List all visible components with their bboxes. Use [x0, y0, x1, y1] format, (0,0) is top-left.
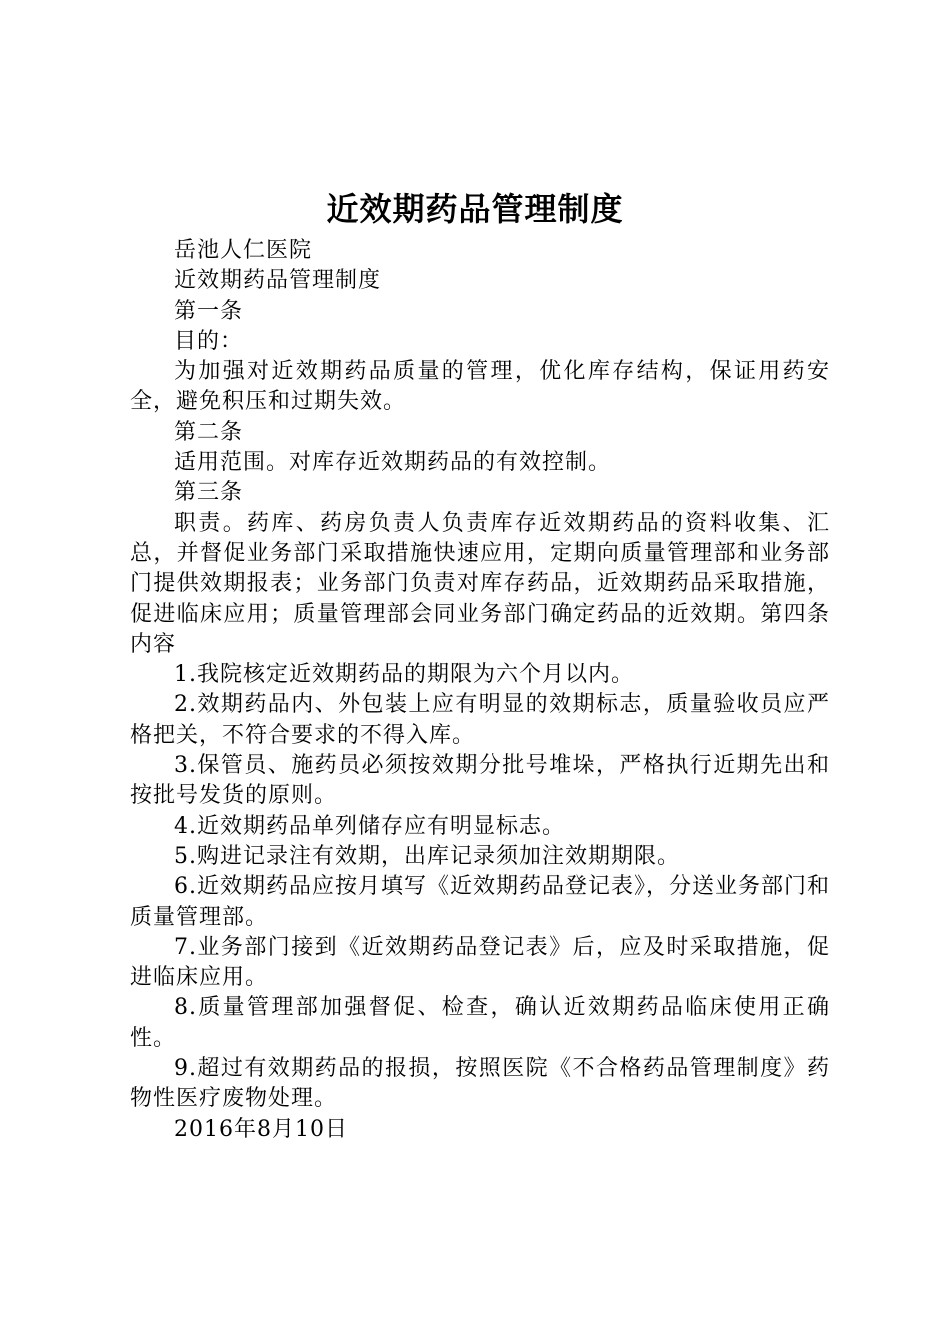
scope-text: 适用范围。对库存近效期药品的有效控制。	[174, 450, 612, 476]
list-item: 9.超过有效期药品的报损，按照医院《不合格药品管理制度》药物性医疗废物处理。	[130, 1056, 830, 1112]
list-item: 7.业务部门接到《近效期药品登记表》后，应及时采取措施，促进临床应用。	[130, 934, 830, 991]
document-body	[130, 236, 830, 1145]
list-item: 5.购进记录注有效期，出库记录须加注效期期限。	[174, 843, 680, 869]
purpose-text: 为加强对近效期药品质量的管理，优化库存结构，保证用药安全，避免积压和过期失效。	[130, 359, 830, 415]
responsibility-text: 职责。药库、药房负责人负责库存近效期药品的资料收集、汇总，并督促业务部门采取措施快速应用，定期向质量管理部和业务部门提供效期报表；业务部门负责对库存药品，近效期药品采取措施，促进临床应用；质量管理部会同业务部门确定药品的近效期。第四条内容	[130, 510, 830, 657]
article-2-heading: 第二条	[174, 419, 244, 445]
hospital-name: 岳池人仁医院	[174, 238, 313, 263]
document-title: 近效期药品管理制度	[326, 190, 624, 228]
list-item: 6.近效期药品应按月填写《近效期药品登记表》，分送业务部门和质量管理部。	[130, 874, 830, 930]
list-item: 3.保管员、施药员必须按效期分批号堆垛，严格执行近期先出和按批号发货的原则。	[130, 753, 830, 809]
list-item: 2.效期药品内、外包装上应有明显的效期标志，质量验收员应严格把关，不符合要求的不得入库。	[130, 692, 830, 748]
list-item: 8.质量管理部加强督促、检查，确认近效期药品临床使用正确性。	[130, 995, 830, 1051]
document-date: 2016年8月10日	[174, 1116, 348, 1142]
list-item: 1.我院核定近效期药品的期限为六个月以内。	[174, 662, 634, 688]
list-item: 4.近效期药品单列储存应有明显标志。	[174, 813, 565, 839]
article-3-heading: 第三条	[174, 480, 244, 506]
article-1-heading: 第一条	[174, 298, 244, 324]
subtitle: 近效期药品管理制度	[174, 268, 382, 294]
purpose-label: 目的：	[174, 328, 244, 354]
